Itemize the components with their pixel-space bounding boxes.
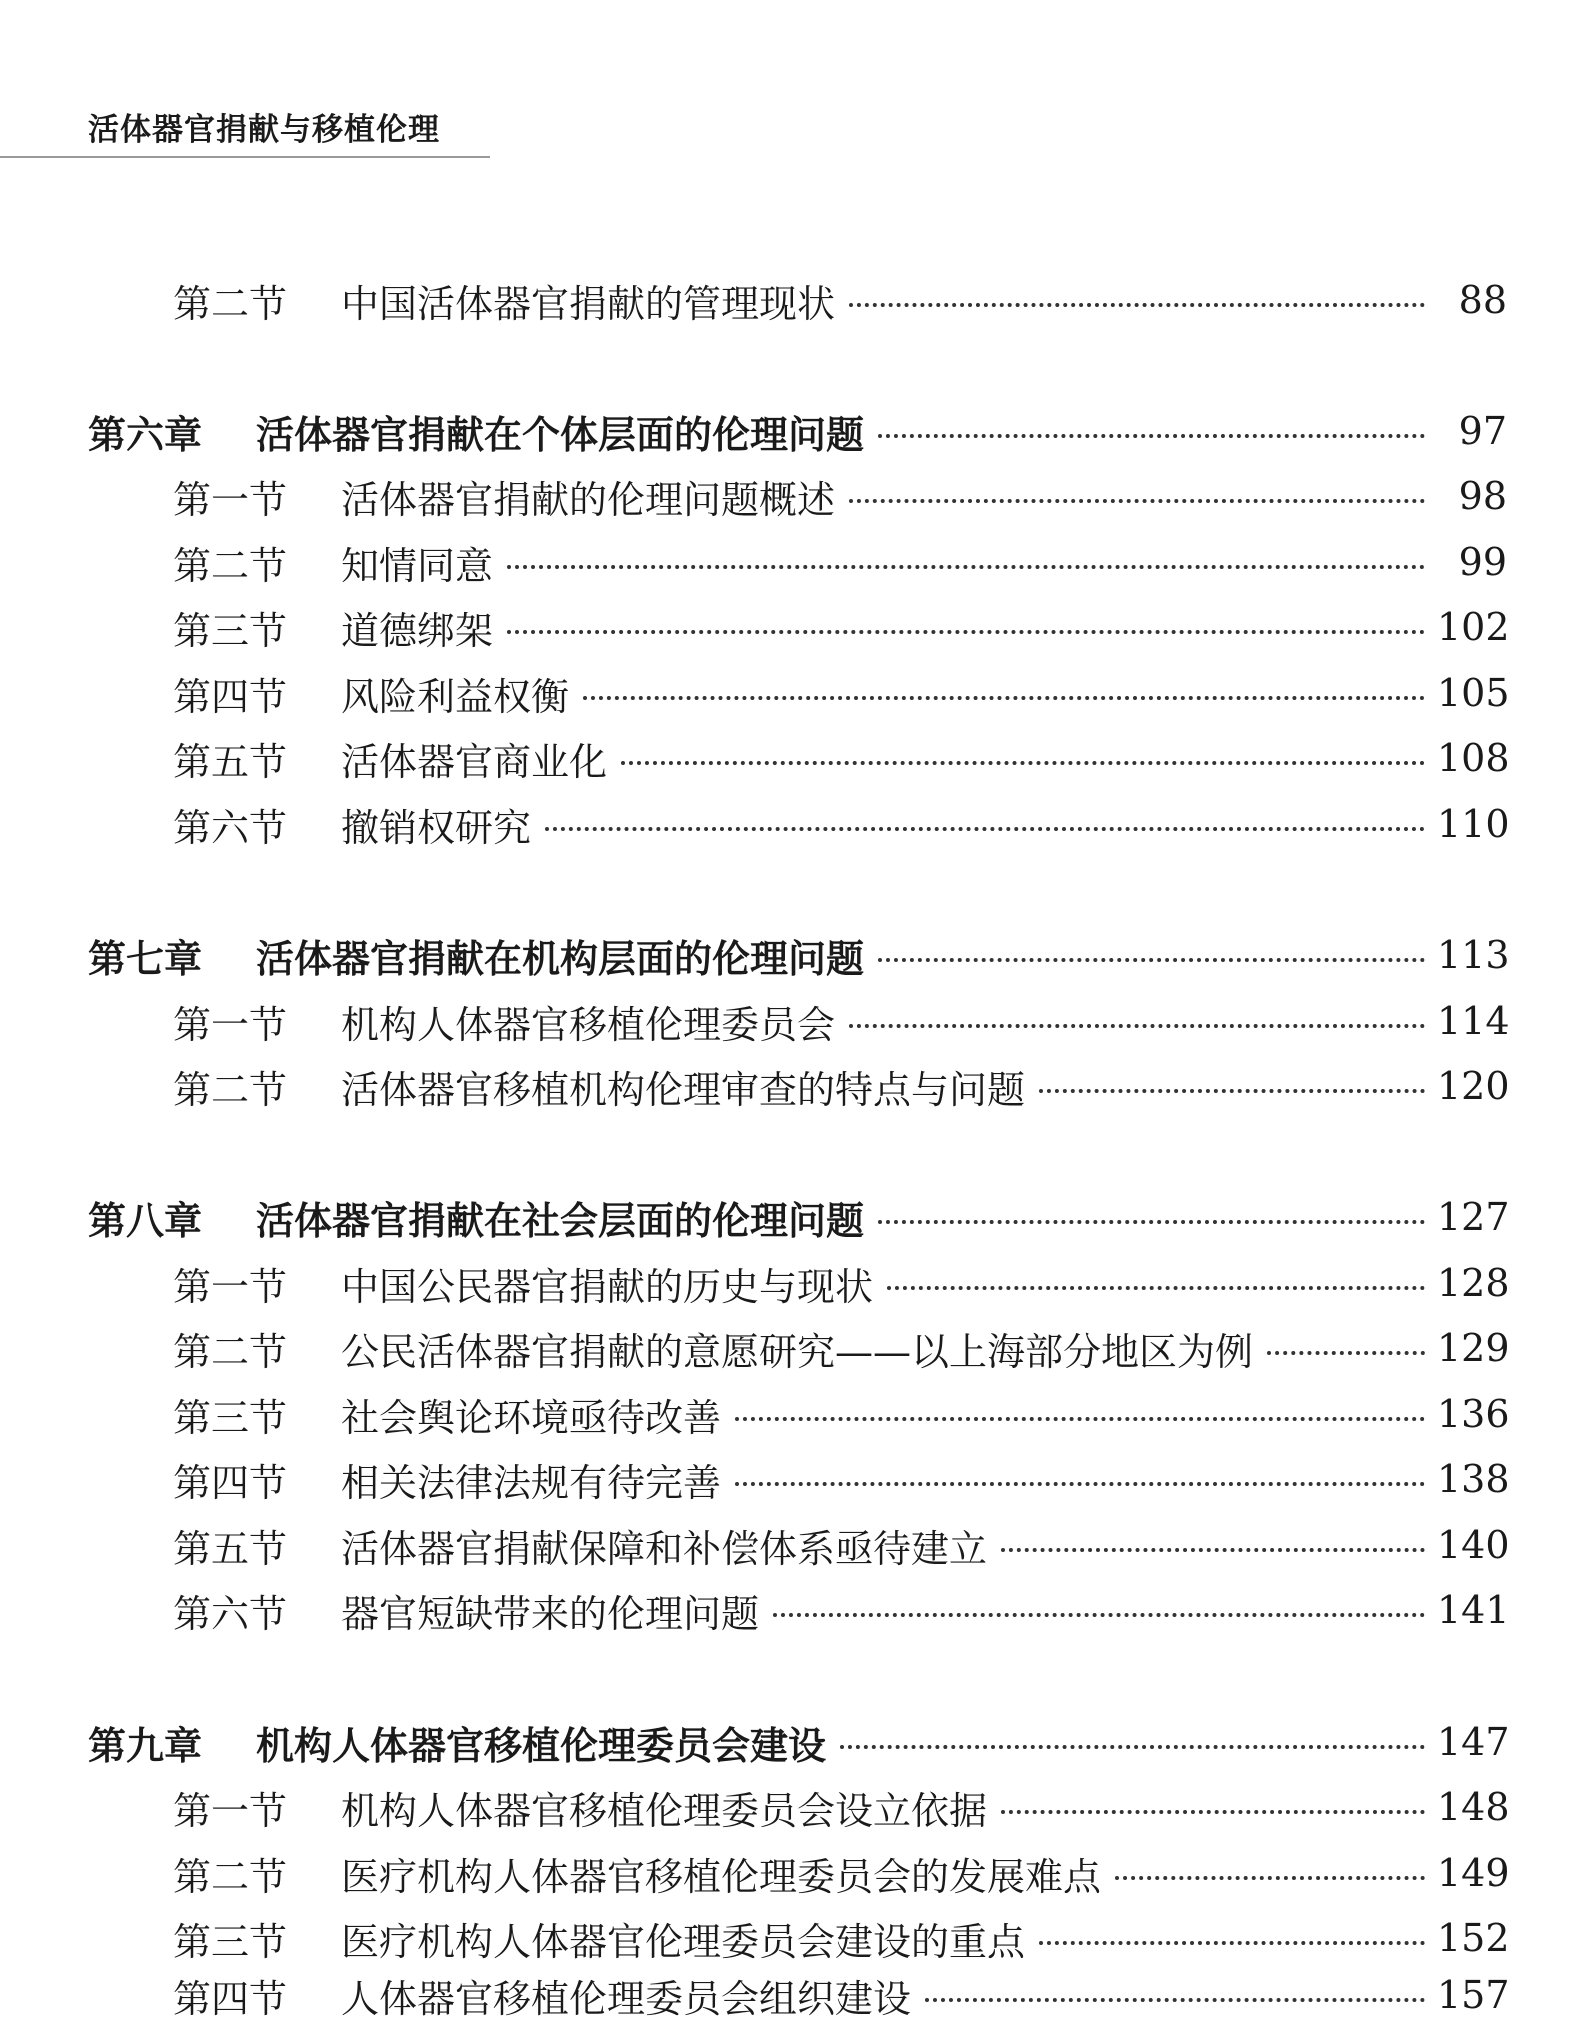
dot-leader [887,1286,1425,1290]
dot-leader [621,761,1425,765]
entry-title: 道德绑架 [341,608,494,653]
dot-leader [849,1024,1425,1028]
entry-number: 第四节 [173,1460,288,1505]
toc-entry[interactable] [0,1386,1581,1442]
toc-entry[interactable] [0,1517,1581,1573]
entry-title: 机构人体器官移植伦理委员会 [341,1002,836,1047]
entry-number: 第六节 [173,805,288,850]
entry-title: 知情同意 [341,543,494,588]
entry-title: 活体器官商业化 [341,739,608,784]
entry-page: 140 [1437,1523,1510,1567]
entry-page: 129 [1437,1326,1510,1370]
entry-number: 第一节 [173,1788,288,1833]
toc-entry[interactable] [0,1058,1581,1114]
entry-number: 第四节 [173,1976,288,2021]
dot-leader [545,827,1425,831]
toc-entry[interactable] [0,1582,1581,1638]
dot-leader [773,1613,1425,1617]
entry-title: 器官短缺带来的伦理问题 [341,1591,760,1636]
dot-leader [1115,1876,1425,1880]
entry-title: 中国活体器官捐献的管理现状 [341,281,836,326]
entry-number: 第五节 [173,739,288,784]
entry-title: 机构人体器官移植伦理委员会设立依据 [341,1788,988,1833]
toc-entry[interactable] [0,1910,1581,1966]
entry-page: 149 [1437,1851,1510,1895]
entry-page: 114 [1437,999,1510,1043]
toc-chapter[interactable] [0,927,1581,983]
entry-page: 141 [1437,1588,1510,1632]
entry-page: 99 [1458,540,1507,584]
entry-page: 128 [1437,1261,1510,1305]
entry-page: 98 [1458,474,1507,518]
entry-page: 157 [1437,1973,1510,2017]
chapter-number: 第六章 [88,412,203,457]
toc-entry[interactable] [0,993,1581,1049]
chapter-number: 第八章 [88,1198,203,1243]
dot-leader [849,303,1425,307]
entry-number: 第五节 [173,1526,288,1571]
toc-entry[interactable] [0,796,1581,852]
toc-entry[interactable] [0,1779,1581,1835]
chapter-page: 113 [1437,933,1510,977]
entry-page: 108 [1437,736,1510,780]
dot-leader [1039,1941,1425,1945]
chapter-page: 147 [1437,1720,1510,1764]
header-rule [0,156,490,158]
toc-chapter[interactable] [0,403,1581,459]
toc-entry[interactable] [0,1255,1581,1311]
dot-leader [878,958,1425,962]
entry-number: 第四节 [173,674,288,719]
chapter-title: 活体器官捐献在个体层面的伦理问题 [256,412,865,457]
toc-entry[interactable] [0,468,1581,524]
entry-number: 第二节 [173,1329,288,1374]
chapter-number: 第七章 [88,936,203,981]
running-header: 活体器官捐献与移植伦理 [88,112,440,148]
toc-entry[interactable] [0,599,1581,655]
toc-entry[interactable] [0,1967,1581,2023]
entry-page: 102 [1437,605,1510,649]
entry-page: 148 [1437,1785,1510,1829]
chapter-title: 机构人体器官移植伦理委员会建设 [256,1723,827,1768]
entry-title: 人体器官移植伦理委员会组织建设 [341,1976,912,2021]
chapter-page: 127 [1437,1195,1510,1239]
entry-number: 第一节 [173,477,288,522]
entry-title: 相关法律法规有待完善 [341,1460,722,1505]
entry-title: 中国公民器官捐献的历史与现状 [341,1264,874,1309]
toc-entry[interactable] [0,1451,1581,1507]
dot-leader [583,696,1425,700]
entry-title: 风险利益权衡 [341,674,570,719]
entry-page: 110 [1437,802,1510,846]
toc-entry[interactable] [0,534,1581,590]
dot-leader [1001,1810,1425,1814]
dot-leader [925,1998,1425,2002]
entry-title: 活体器官捐献保障和补偿体系亟待建立 [341,1526,988,1571]
chapter-page: 97 [1458,409,1507,453]
entry-number: 第二节 [173,1854,288,1899]
entry-number: 第三节 [173,608,288,653]
entry-number: 第一节 [173,1264,288,1309]
dot-leader [507,565,1425,569]
dot-leader [1001,1548,1425,1552]
entry-number: 第二节 [173,543,288,588]
entry-title: 医疗机构人体器官伦理委员会建设的重点 [341,1919,1026,1964]
entry-title: 活体器官捐献的伦理问题概述 [341,477,836,522]
toc-entry[interactable] [0,665,1581,721]
entry-number: 第三节 [173,1395,288,1440]
dot-leader [840,1745,1425,1749]
entry-page: 105 [1437,671,1510,715]
entry-title: 撤销权研究 [341,805,532,850]
entry-number: 第六节 [173,1591,288,1636]
dot-leader [1039,1089,1425,1093]
dot-leader [735,1482,1425,1486]
toc-chapter[interactable] [0,1714,1581,1770]
dot-leader [1267,1351,1425,1355]
entry-title: 社会舆论环境亟待改善 [341,1395,722,1440]
entry-page: 120 [1437,1064,1510,1108]
toc-entry[interactable] [0,1320,1581,1376]
entry-number: 第二节 [173,1067,288,1112]
chapter-number: 第九章 [88,1723,203,1768]
entry-page: 152 [1437,1916,1510,1960]
entry-title: 公民活体器官捐献的意愿研究——以上海部分地区为例 [341,1329,1254,1374]
entry-number: 第三节 [173,1919,288,1964]
toc-entry[interactable] [0,272,1581,328]
dot-leader [878,1220,1425,1224]
dot-leader [735,1417,1425,1421]
dot-leader [878,434,1425,438]
dot-leader [849,499,1425,503]
entry-page: 88 [1458,278,1507,322]
entry-page: 136 [1437,1392,1510,1436]
toc-entry[interactable] [0,1845,1581,1901]
entry-number: 第二节 [173,281,288,326]
entry-title: 医疗机构人体器官移植伦理委员会的发展难点 [341,1854,1102,1899]
toc-entry[interactable] [0,730,1581,786]
entry-page: 138 [1437,1457,1510,1501]
chapter-title: 活体器官捐献在社会层面的伦理问题 [256,1198,865,1243]
chapter-title: 活体器官捐献在机构层面的伦理问题 [256,936,865,981]
dot-leader [507,630,1425,634]
entry-title: 活体器官移植机构伦理审查的特点与问题 [341,1067,1026,1112]
toc-chapter[interactable] [0,1189,1581,1245]
entry-number: 第一节 [173,1002,288,1047]
